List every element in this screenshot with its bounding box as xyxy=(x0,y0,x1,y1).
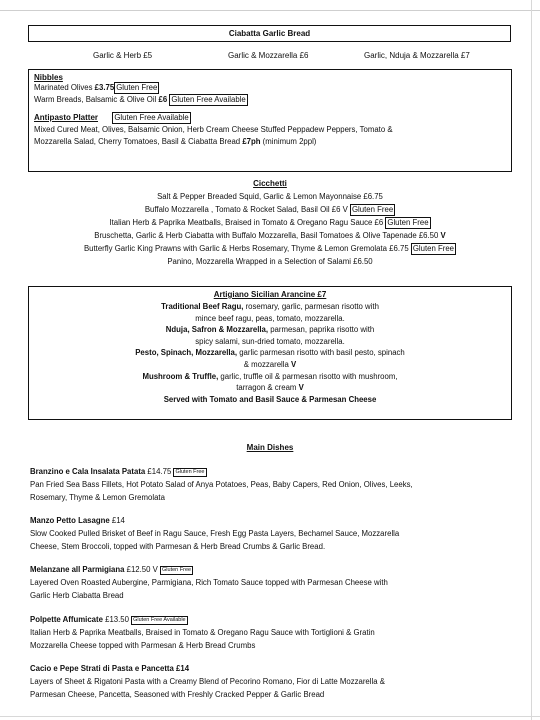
page-right-border xyxy=(531,0,532,720)
dish-branzino xyxy=(30,465,520,504)
arancine-mushroom-desc-2: tarragon & cream xyxy=(236,383,299,393)
antipasto-desc-2 xyxy=(34,136,506,148)
olives-text: Marinated Olives xyxy=(34,83,95,92)
bruschetta-text: Bruschetta, Garlic & Herb Ciabatta with Buffalo Mozzarella, Basil Tomatoes & Olive Tapenade £6.50 xyxy=(94,231,441,240)
cicchetti-item-prawns xyxy=(28,242,512,255)
page-bottom-border xyxy=(0,716,540,717)
dish-desc-2: Parmesan Cheese, Pancetta, Seasoned with Freshly Cracked Pepper & Garlic Bread xyxy=(30,690,325,699)
dish-desc-2: Cheese, Stem Broccoli, topped with Parmesan & Herb Bread Crumbs & Garlic Bread. xyxy=(30,542,326,551)
dish-desc-1: Pan Fried Sea Bass Fillets, Hot Potato Salad of Anya Potatoes, Peas, Baby Capers, Red Onion, Olives, Leeks, xyxy=(30,480,413,489)
dish-name: Cacio e Pepe Strati di Pasta e Pancetta xyxy=(30,664,174,673)
arancine-mushroom-desc: garlic, truffle oil & parmesan risotto with mushroom, xyxy=(218,371,398,381)
arancine-section xyxy=(28,286,512,420)
antipasto-price: £7ph xyxy=(242,137,261,146)
dish-polpette xyxy=(30,613,520,652)
arancine-title: Artigiano Sicilian Arancine £7 xyxy=(213,290,327,299)
nibbles-title: Nibbles xyxy=(34,73,63,82)
arancine-mushroom-line-2 xyxy=(29,382,511,394)
dish-name: Melanzane all Parmigiana xyxy=(30,565,125,574)
arancine-beef-desc: rosemary, garlic, parmesan risotto with xyxy=(243,302,379,311)
arancine-nduja-desc: parmesan, paprika risotto with xyxy=(268,325,375,335)
dish-desc-1: Layered Oven Roasted Aubergine, Parmigiana, Rich Tomato Sauce topped with Parmesan Cheese with xyxy=(30,578,388,587)
dish-lasagne xyxy=(30,514,520,553)
arancine-pesto-name: Pesto, Spinach, Mozzarella, xyxy=(135,348,238,358)
arancine-pesto-desc-2: & mozzarella xyxy=(243,359,292,369)
vegetarian-mark: V xyxy=(440,231,446,240)
gluten-free-badge: Gluten Free xyxy=(351,205,394,214)
dish-price: £13.50 xyxy=(102,615,132,624)
arancine-mushroom-name: Mushroom & Truffle, xyxy=(142,371,219,381)
cicchetti-item-squid: Salt & Pepper Breaded Squid, Garlic & Lemon Mayonnaise £6.75 xyxy=(157,192,383,201)
arancine-beef-name: Traditional Beef Ragu, xyxy=(161,302,244,311)
gluten-free-badge: Gluten Free xyxy=(412,244,455,253)
gluten-free-badge: Gluten Free xyxy=(116,83,158,92)
olives-price: £3.75 xyxy=(94,83,115,92)
dish-price: £14 xyxy=(173,664,190,673)
nibbles-section xyxy=(28,69,512,172)
nibbles-item-breads xyxy=(34,94,506,106)
ciabatta-option-3: Garlic, Nduja & Mozzarella £7 xyxy=(364,51,470,60)
antipasto-gluten-badge: Gluten Free Available xyxy=(114,113,189,122)
gluten-free-badge: Gluten Free xyxy=(162,567,192,573)
arancine-pesto-line-2 xyxy=(29,359,511,371)
breads-text: Warm Breads, Balsamic & Olive Oil xyxy=(34,95,159,104)
dish-price: £12.50 V xyxy=(124,565,161,574)
gluten-free-badge: Gluten Free xyxy=(387,218,429,227)
dish-desc-1: Layers of Sheet & Rigatoni Pasta with a Creamy Blend of Pecorino Romano, Fior di Latte Mozzarella & xyxy=(30,677,385,686)
nibbles-item-olives xyxy=(34,82,506,94)
arancine-beef-line-2: mince beef ragu, peas, tomato, mozzarella. xyxy=(195,313,345,323)
arancine-pesto-desc: garlic parmesan risotto with basil pesto, spinach xyxy=(237,348,405,358)
prawns-text: Butterfly Garlic King Prawns with Garlic & Herbs Rosemary, Thyme & Lemon Gremolata £6.75 xyxy=(83,244,411,253)
cicchetti-item-panino: Panino, Mozzarella Wrapped in a Selection of Salami £6.50 xyxy=(167,257,373,266)
dish-price: £14.75 xyxy=(145,467,174,476)
dish-heading xyxy=(30,613,520,626)
ciabatta-title-box xyxy=(28,25,511,42)
ciabatta-option-2: Garlic & Mozzarella £6 xyxy=(228,51,309,60)
gluten-free-available-badge: Gluten Free Available xyxy=(133,617,186,623)
arancine-pesto-line-1 xyxy=(29,347,511,359)
antipasto-desc-1: Mixed Cured Meat, Olives, Balsamic Onion, Herb Cream Cheese Stuffed Peppadew Peppers, Tomato & xyxy=(34,125,393,134)
arancine-footer: Served with Tomato and Basil Sauce & Parmesan Cheese xyxy=(163,394,377,404)
arancine-nduja-line-1 xyxy=(29,324,511,336)
antipasto-heading xyxy=(34,112,506,124)
dish-heading xyxy=(30,563,520,576)
ciabatta-title: Ciabatta Garlic Bread xyxy=(228,29,311,38)
ciabatta-option-1: Garlic & Herb £5 xyxy=(93,51,153,60)
dish-heading xyxy=(30,514,520,527)
dish-name: Branzino e Cala Insalata Patata xyxy=(30,467,146,476)
mozzarella-text: Buffalo Mozzarella , Tomato & Rocket Salad, Basil Oil £6 V xyxy=(144,205,350,214)
arancine-beef-line-1 xyxy=(29,301,511,313)
dish-desc-2: Garlic Herb Ciabatta Bread xyxy=(30,591,124,600)
dish-name: Polpette Affumicate xyxy=(30,615,103,624)
vegetarian-mark: V xyxy=(298,383,304,393)
antipasto-note: (minimum 2ppl) xyxy=(260,137,317,146)
antipasto-desc-2-text: Mozzarella Salad, Cherry Tomatoes, Basil & Ciabatta Bread xyxy=(34,137,243,146)
arancine-nduja-name: Nduja, Safron & Mozzarella, xyxy=(165,325,269,335)
cicchetti-item-meatballs xyxy=(28,216,512,229)
gluten-free-available-badge: Gluten Free Available xyxy=(171,95,246,104)
arancine-nduja-line-2: spicy salami, sun-dried tomato, mozzarella. xyxy=(195,336,345,346)
cicchetti-section xyxy=(28,178,512,268)
cicchetti-item-mozzarella xyxy=(28,203,512,216)
dish-price: £14 xyxy=(109,516,125,525)
main-dishes-title: Main Dishes xyxy=(246,443,294,452)
cicchetti-item-bruschetta xyxy=(28,229,512,242)
antipasto-title: Antipasto Platter xyxy=(34,113,99,122)
dish-desc-1: Slow Cooked Pulled Brisket of Beef in Ragu Sauce, Fresh Egg Pasta Layers, Bechamel Sauce, Mozzarella xyxy=(30,529,400,538)
dish-cacio-e-pepe xyxy=(30,662,520,701)
gluten-free-badge: Gluten Free xyxy=(175,469,205,475)
cicchetti-title: Cicchetti xyxy=(253,179,287,188)
page-top-border xyxy=(0,10,540,11)
dish-desc-2: Rosemary, Thyme & Lemon Gremolata xyxy=(30,493,165,502)
vegetarian-mark: V xyxy=(291,359,297,369)
dish-melanzane xyxy=(30,563,520,602)
dish-desc-2: Mozzarella Cheese topped with Parmesan & Herb Bread Crumbs xyxy=(30,641,256,650)
dish-desc-1: Italian Herb & Paprika Meatballs, Braised in Tomato & Oregano Ragu Sauce with Tortiglioni & Gratin xyxy=(30,628,375,637)
dish-name: Manzo Petto Lasagne xyxy=(30,516,110,525)
dish-heading xyxy=(30,662,520,675)
breads-price: £6 xyxy=(158,95,168,104)
arancine-mushroom-line-1 xyxy=(29,371,511,383)
meatballs-text: Italian Herb & Paprika Meatballs, Braised in Tomato & Oregano Ragu Sauce £6 xyxy=(109,218,386,227)
dish-heading xyxy=(30,465,520,478)
